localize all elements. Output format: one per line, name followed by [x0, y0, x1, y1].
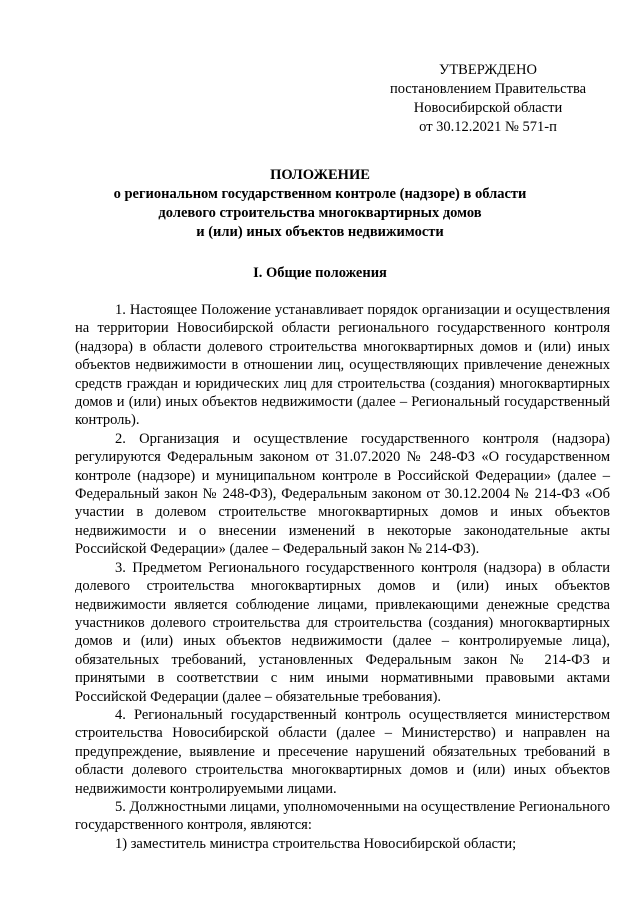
paragraph: 5. Должностными лицами, уполномоченными на осуществление Регионального государственного контроля, являются:: [75, 798, 610, 834]
title-line: ПОЛОЖЕНИЕ: [270, 167, 370, 183]
paragraph: 1. Настоящее Положение устанавливает порядок организации и осуществления на территории Новосибирской области регионального государственного контроля (надзора) в области долевого строительства многоквартирных домов и (или) иных объектов недвижимости в отношении лиц, осуществляющих привлечение денежных средств граждан и юридических лиц для строительства (создания) многоквартирных домов и (или) иных объектов недвижимости (далее – Региональный государственный контроль).: [75, 302, 610, 429]
title-line: долевого строительства многоквартирных домов: [158, 205, 482, 221]
title-line: о региональном государственном контроле (надзоре) в области: [113, 186, 527, 202]
document-body: [75, 301, 610, 853]
approval-stamp: [388, 61, 588, 137]
approval-line: от 30.12.2021 № 571-п: [419, 119, 557, 135]
section-heading: I. Общие положения: [253, 265, 387, 281]
paragraph: 4. Региональный государственный контроль осуществляется министерством строительства Новосибирской области (далее – Министерство) и направлен на предупреждение, выявление и пресечение нарушений обязательных требований в области долевого строительства многоквартирных домов и (или) иных объектов недвижимости контролируемыми лицами.: [75, 706, 610, 797]
paragraph: 2. Организация и осуществление государственного контроля (надзора) регулируются Федеральным законом от 31.07.2020 № 248-ФЗ «О государственном контроле (надзоре) и муниципальном контроле в Российской Федерации» (далее – Федеральный закон № 248-ФЗ), Федеральным законом от 30.12.2004 № 214-ФЗ «Об участии в долевом строительстве многоквартирных домов и иных объектов недвижимости и о внесении изменений в некоторые законодательные акты Российской Федерации» (далее – Федеральный закон № 214-ФЗ).: [75, 430, 610, 558]
paragraph: 1) заместитель министра строительства Новосибирской области;: [115, 835, 517, 852]
document-title: [60, 166, 580, 242]
title-line: и (или) иных объектов недвижимости: [196, 224, 444, 240]
approval-line: постановлением Правительства: [389, 81, 587, 97]
approval-line: Новосибирской области: [413, 100, 563, 116]
paragraph: 3. Предметом Регионального государственного контроля (надзора) в области долевого строительства многоквартирных домов и (или) иных объектов недвижимости является соблюдение лицами, привлекающими денежные средства участников долевого строительства для строительства (создания) многоквартирных домов и (или) иных объектов недвижимости (далее – контролируемые лица), обязательных требований, установленных Федеральным закон № 214-ФЗ и принятыми в соответствии с ним иными нормативными правовыми актами Российской Федерации (далее – обязательные требования).: [75, 559, 610, 705]
approval-line: УТВЕРЖДЕНО: [439, 62, 537, 78]
